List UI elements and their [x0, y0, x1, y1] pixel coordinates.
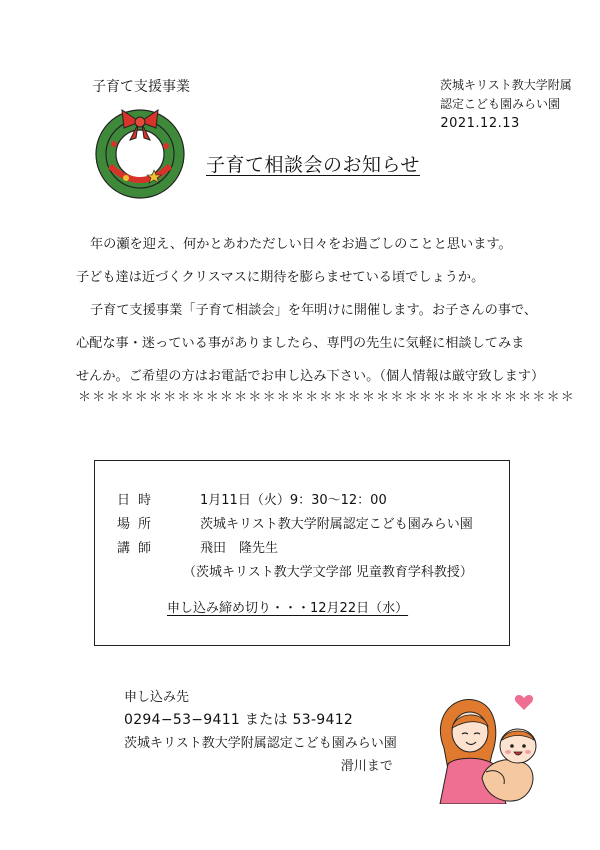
application-deadline: 申し込み締め切り・・・12月22日（水） — [167, 601, 409, 616]
place-value: 茨城キリスト教大学附属認定こども園みらい園 — [200, 517, 473, 532]
page-title: 子育て相談会のお知らせ — [206, 154, 420, 176]
contact-organization: 茨城キリスト教大学附属認定こども園みらい園 — [124, 736, 397, 751]
body-line-1: 年の瀬を迎え、何かとあわただしい日々をお過ごしのことと思います。 — [90, 237, 512, 252]
organization-block — [440, 76, 572, 133]
place-label: 場所 — [117, 517, 160, 532]
date-label: 日時 — [117, 493, 160, 508]
christmas-wreath-icon — [90, 104, 190, 200]
mother-and-baby-icon — [426, 688, 556, 804]
org-line-2: 認定こども園みらい園 — [440, 97, 561, 111]
lecturer-label: 講師 — [117, 541, 160, 556]
message-body — [70, 228, 545, 393]
body-line-4: 心配な事・迷っている事がありましたら、専門の先生に気軽に相談してみま — [76, 336, 525, 351]
contact-heading: 申し込み先 — [124, 690, 190, 705]
separator-stars: ＊＊＊＊＊＊＊＊＊＊＊＊＊＊＊＊＊＊＊＊＊＊＊＊＊＊＊＊＊＊＊＊＊＊＊ — [78, 390, 576, 405]
body-line-3: 子育て支援事業「子育て相談会」を年明けに開催します。お子さんの事で、 — [90, 303, 538, 318]
body-line-2: 子ども達は近づくクリスマスに期待を膨らませている頃でしょうか。 — [76, 270, 485, 285]
program-name: 子育て支援事業 — [92, 79, 190, 95]
date-value: 1月11日（火）9：30～12：00 — [200, 493, 387, 508]
lecturer-value: 飛田 隆先生 — [200, 541, 279, 556]
org-line-1: 茨城キリスト教大学附属 — [440, 78, 572, 92]
contact-person: 滑川まで — [340, 759, 393, 774]
contact-block — [124, 686, 397, 778]
contact-phone: 0294−53−9411 または 53-9412 — [124, 712, 354, 728]
issue-date: 2021.12.13 — [440, 116, 520, 131]
lecturer-affiliation: （茨城キリスト教大学文学部 児童教育学科教授） — [183, 565, 473, 580]
body-line-5: せんか。ご希望の方はお電話でお申し込み下さい。（個人情報は厳守致します） — [76, 369, 545, 384]
event-details-box — [94, 460, 510, 646]
